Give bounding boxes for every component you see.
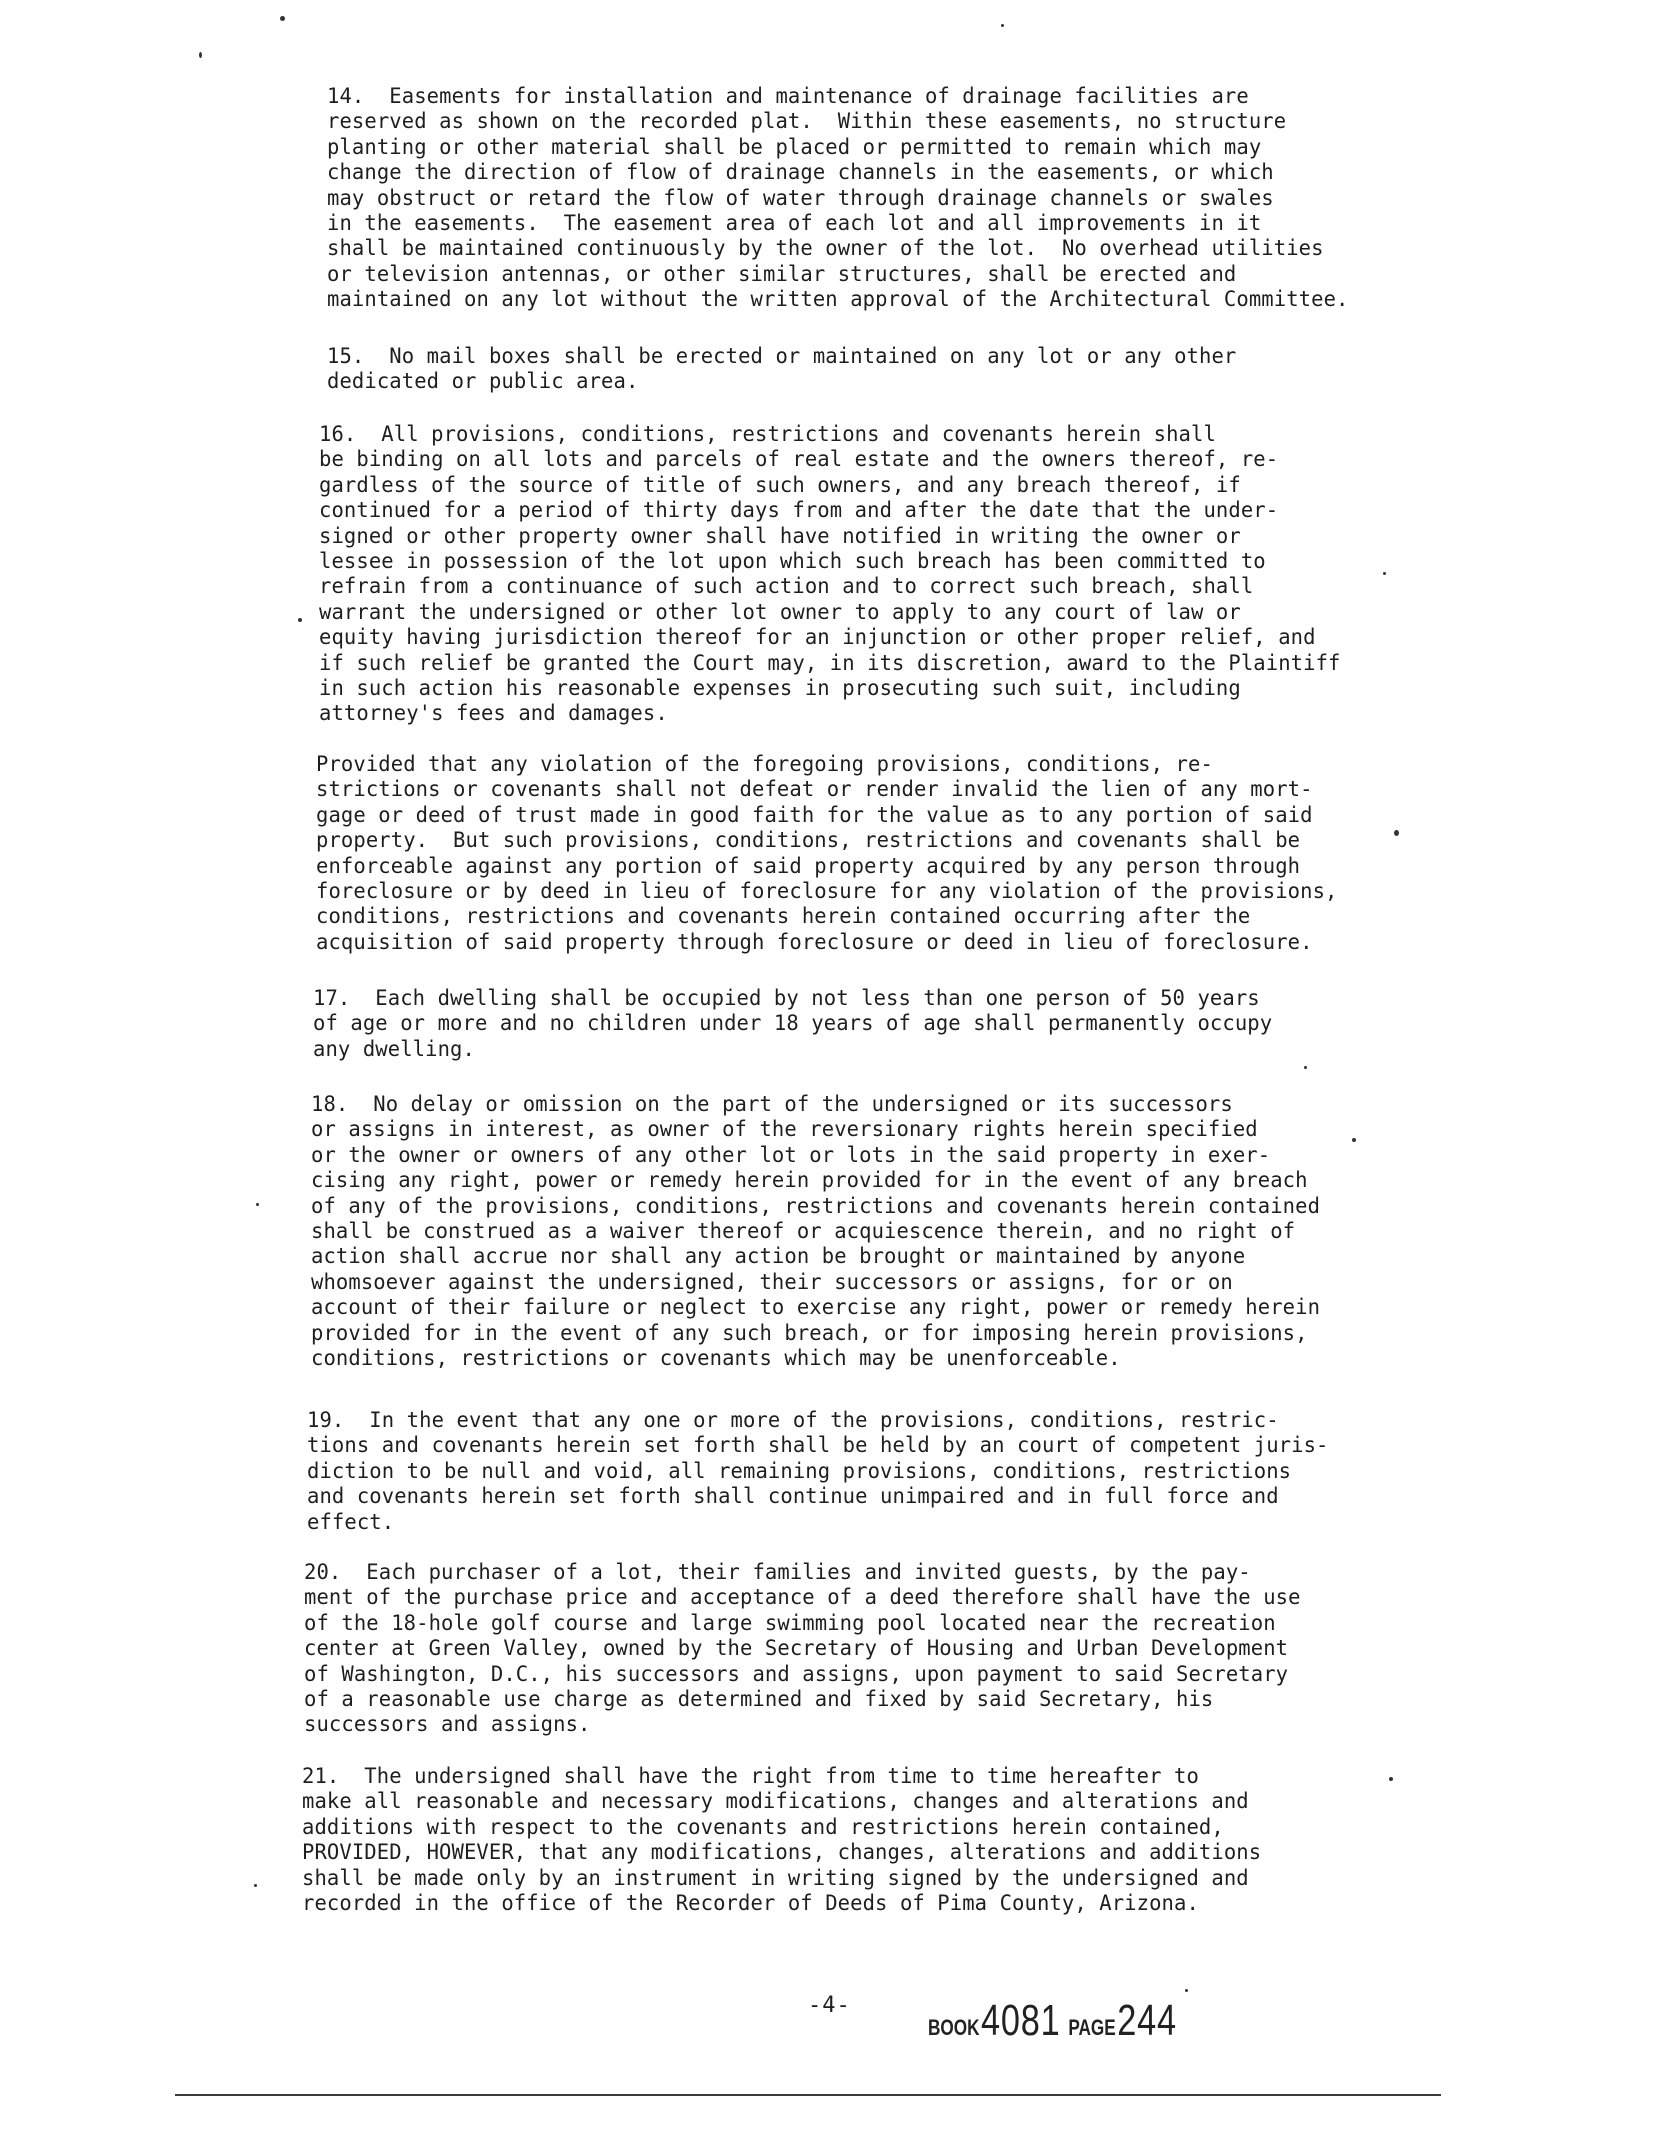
book-number: 4081 <box>981 1996 1061 2045</box>
paragraph-15: 15. No mail boxes shall be erected or maintained on any lot or any other dedicated or public area. <box>327 344 1237 395</box>
scan-speck <box>1001 24 1004 27</box>
page-value: 244 <box>1117 1996 1177 2045</box>
bottom-rule <box>175 2094 1441 2096</box>
scan-speck <box>1389 1777 1393 1781</box>
page-label: PAGE <box>1068 2015 1116 2040</box>
scan-speck <box>1394 830 1399 836</box>
book-page-stamp <box>928 1996 1185 2046</box>
scan-speck <box>254 1884 257 1887</box>
paragraph-14: 14. Easements for installation and maintenance of drainage facilities are reserved as shown on the recorded plat. Within these easements, no structure planting or other material shall be placed or permitted to remain which may change the direction of flow of drainage channels in the easements, or which may obstruct or retard the flow of water through drainage channels or swales in the easements. The easement area of each lot and all improvements in it shall be maintained continuously by the owner of the lot. No overhead utilities or television antennas, or other similar structures, shall be erected and maintained on any lot without the written approval of the Architectural Committee. <box>327 84 1349 313</box>
page-number: -4- <box>808 1993 851 2018</box>
paragraph-20: 20. Each purchaser of a lot, their families and invited guests, by the pay- ment of the purchase price and acceptance of a deed therefore shall have the use of the 18-hole golf course and large swimming pool located near the recreation center at Green Valley, owned by the Secretary of Housing and Urban Development of Washington, D.C., his successors and assigns, upon payment to said Secretary of a reasonable use charge as determined and fixed by said Secretary, his successors and assigns. <box>304 1560 1301 1738</box>
paragraph-16: 16. All provisions, conditions, restrictions and covenants herein shall be binding on all lots and parcels of real estate and the owners thereof, re- gardless of the source of title of such owners, and any breach thereof, if continued for a period of thirty days from and after the date that the under- signed or other property owner shall have notified in writing the owner or lessee in possession of the lot upon which such breach has been committed to refrain from a continuance of such action and to correct such breach, shall warrant the undersigned or other lot owner to apply to any court of law or equity having jurisdiction thereof for an injunction or other proper relief, and if such relief be granted the Court may, in its discretion, award to the Plaintiff in such action his reasonable expenses in prosecuting such suit, including attorney's fees and damages. <box>319 422 1341 727</box>
scan-speck <box>1352 1138 1356 1142</box>
scan-speck <box>298 618 302 622</box>
scan-speck <box>280 16 285 21</box>
scan-speck <box>1304 1066 1307 1069</box>
scan-speck <box>1185 1989 1188 1992</box>
paragraph-21: 21. The undersigned shall have the right from time to time hereafter to make all reasonable and necessary modifications, changes and alterations and additions with respect to the covenants and restrictions herein contained, PROVIDED, HOWEVER, that any modifications, changes, alterations and additions shall be made only by an instrument in writing signed by the undersigned and recorded in the office of the Recorder of Deeds of Pima County, Arizona. <box>302 1764 1262 1917</box>
book-label: BOOK <box>928 2015 980 2040</box>
scan-speck <box>199 52 202 58</box>
scan-speck <box>1383 572 1386 575</box>
paragraph-16-proviso: Provided that any violation of the foregoing provisions, conditions, re- strictions or covenants shall not defeat or render invalid the lien of any mort- gage or deed of trust made in good faith for the value as to any portion of said property. But such provisions, conditions, restrictions and covenants shall be enforceable against any portion of said property acquired by any person through foreclosure or by deed in lieu of foreclosure for any violation of the provisions, conditions, restrictions and covenants herein contained occurring after the acquisition of said property through foreclosure or deed in lieu of foreclosure. <box>316 752 1338 955</box>
paragraph-17: 17. Each dwelling shall be occupied by not less than one person of 50 years of age or more and no children under 18 years of age shall permanently occupy any dwelling. <box>313 986 1273 1062</box>
scan-speck <box>256 1203 259 1206</box>
paragraph-18: 18. No delay or omission on the part of the undersigned or its successors or assigns in interest, as owner of the reversionary rights herein specified or the owner or owners of any other lot or lots in the said property in exer- cising any right, power or remedy herein provided for in the event of any breach of any of the provisions, conditions, restrictions and covenants herein contained shall be construed as a waiver thereof or acquiescence therein, and no right of action shall accrue nor shall any action be brought or maintained by anyone whomsoever against the undersigned, their successors or assigns, for or on account of their failure or neglect to exercise any right, power or remedy herein provided for in the event of any such breach, or for imposing herein provisions, conditions, restrictions or covenants which may be unenforceable. <box>311 1092 1321 1372</box>
paragraph-19: 19. In the event that any one or more of the provisions, conditions, restric- tions and covenants herein set forth shall be held by an court of competent juris- diction to be null and void, all remaining provisions, conditions, restrictions and covenants herein set forth shall continue unimpaired and in full force and effect. <box>307 1408 1329 1535</box>
